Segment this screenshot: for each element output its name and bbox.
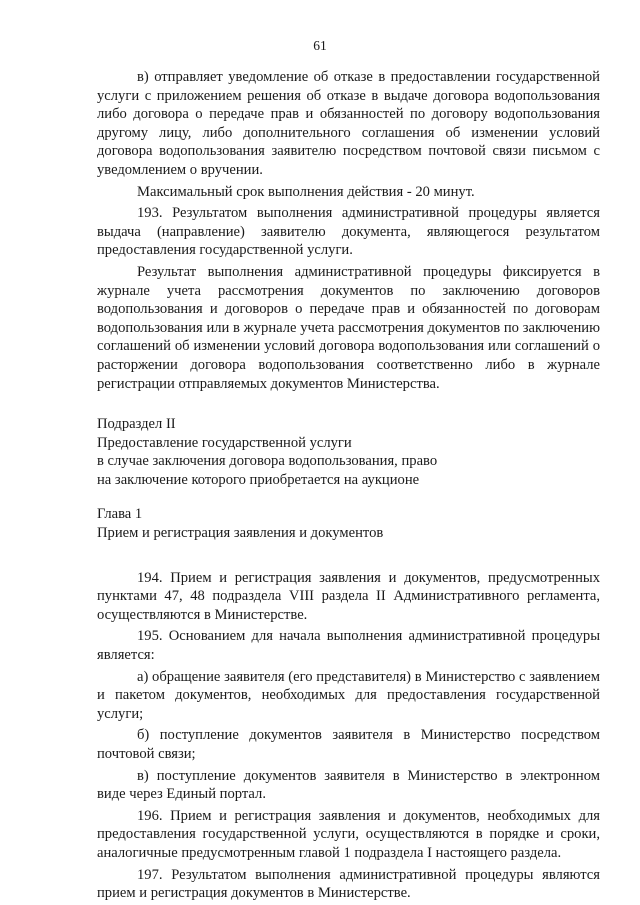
subsection-line-3: на заключение которого приобретается на аукционе xyxy=(97,471,420,488)
subsection-title: Подраздел II xyxy=(97,416,176,433)
subsection-line-2: в случае заключения договора водопользования, право xyxy=(97,453,438,470)
paragraph-195-b: б) поступление документов заявителя в Министерство посредством почтовой связи; xyxy=(97,727,600,762)
subsection-heading xyxy=(97,415,600,489)
paragraph-max-time: Максимальный срок выполнения действия - 20 минут. xyxy=(137,183,475,200)
paragraph-195-a: а) обращение заявителя (его представителя) в Министерство с заявлением и пакетом документов, необходимых для предоставления государственной услуги; xyxy=(97,668,600,722)
chapter-title: Глава 1 xyxy=(97,506,143,523)
page-number: 61 xyxy=(313,38,327,53)
paragraph-193: 193. Результатом выполнения административной процедуры является выдача (направление) заявителю документа, являющегося результатом предоставления государственной услуги. xyxy=(97,205,600,259)
paragraph-196: 196. Прием и регистрация заявления и документов, необходимых для предоставления государственной услуги, осуществляются в порядке и сроки, аналогичные предусмотренным главой 1 подраздела I настоящего раздела. xyxy=(97,807,600,861)
chapter-heading xyxy=(97,505,600,542)
paragraph-notice-refusal: в) отправляет уведомление об отказе в предоставлении государственной услуги с приложением решения об отказе в выдаче договора водопользования либо договора о передаче прав и обязанностей по договору водопользования другому лицу, либо дополнительного соглашения об изменении условий договора водопользования заявителю посредством почтовой связи письмом с уведомлением о вручении. xyxy=(97,69,600,178)
paragraph-result-registration: Результат выполнения административной процедуры фиксируется в журнале учета рассмотрения документов по заключению договоров водопользования и договоров о передаче прав и обязанностей по договорам водопользования или в журнале учета рассмотрения документов по заключению соглашений об изменении условий договора водопользования или соглашений о расторжении договора водопользования соответственно либо в журнале регистрации отправляемых документов Министерства. xyxy=(97,263,600,392)
paragraph-195: 195. Основанием для начала выполнения административной процедуры является: xyxy=(97,628,600,664)
chapter-subtitle: Прием и регистрация заявления и документов xyxy=(97,525,384,542)
document-body xyxy=(97,68,600,903)
subsection-line-1: Предоставление государственной услуги xyxy=(97,434,352,451)
paragraph-197: 197. Результатом выполнения административной процедуры являются прием и регистрация документов в Министерстве. xyxy=(97,866,600,902)
paragraph-195-v: в) поступление документов заявителя в Министерство в электронном виде через Единый портал. xyxy=(97,767,600,803)
paragraph-194: 194. Прием и регистрация заявления и документов, предусмотренных пунктами 47, 48 подраздела VIII раздела II Административного регламента, осуществляются в Министерстве. xyxy=(97,569,600,623)
